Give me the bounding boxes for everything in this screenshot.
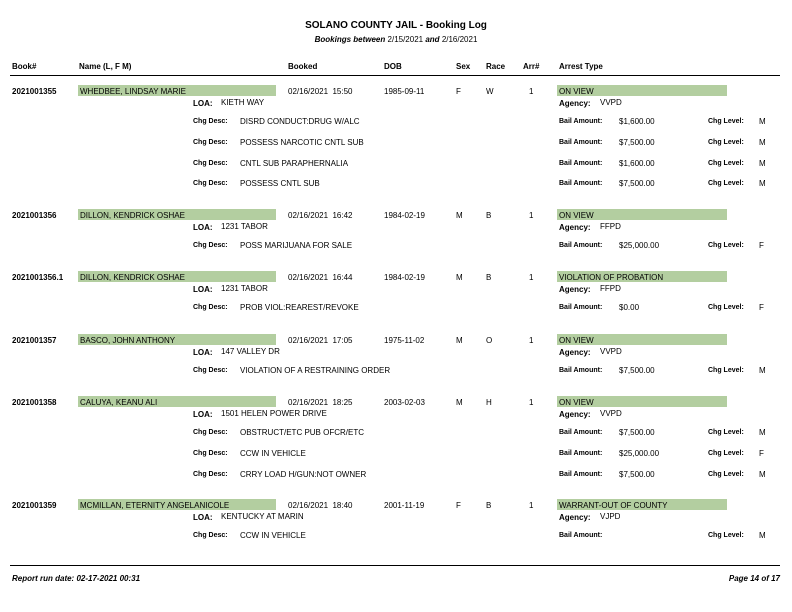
bail-amount: $7,500.00 (619, 428, 655, 437)
agency-value: VVPD (600, 347, 622, 356)
agency-label: Agency: (559, 348, 591, 357)
date-of-birth: 1984-02-19 (384, 211, 425, 220)
charge-description: CCW IN VEHICLE (240, 448, 306, 458)
charge-level: M (759, 531, 766, 540)
subtitle-and: and (425, 35, 440, 44)
charge-level: M (759, 117, 766, 126)
col-header-booked: Booked (288, 62, 318, 71)
charge-level: M (759, 137, 766, 147)
chg-level-label: Chg Level: (708, 470, 744, 478)
bail-amount: $25,000.00 (619, 241, 660, 250)
sex-value: M (456, 336, 463, 345)
chg-desc-label: Chg Desc: (193, 118, 228, 125)
booked-datetime: 02/16/2021 15:50 (288, 87, 353, 96)
race-value: O (486, 336, 493, 345)
book-number: 2021001356 (12, 211, 57, 220)
footer-rule (10, 565, 780, 566)
agency-value: FFPD (600, 284, 621, 293)
race-value: H (486, 398, 492, 407)
bail-amount-label: Bail Amount: (559, 470, 603, 478)
arrest-number: 1 (529, 87, 534, 96)
loa-label: LOA: (193, 223, 213, 232)
loa-value: 1231 TABOR (221, 222, 268, 231)
charge-level: F (759, 303, 764, 312)
charge-description: CCW IN VEHICLE (240, 531, 306, 540)
bail-amount-label: Bail Amount: (559, 532, 603, 539)
chg-level-label: Chg Level: (708, 367, 744, 374)
arrest-number: 1 (529, 211, 534, 220)
charge-level: F (759, 241, 764, 250)
arrest-number: 1 (529, 398, 534, 407)
chg-level-label: Chg Level: (708, 138, 744, 146)
chg-desc-label: Chg Desc: (193, 180, 228, 188)
chg-level-label: Chg Level: (708, 304, 744, 311)
date-of-birth: 2003-02-03 (384, 398, 425, 407)
charge-level: M (759, 366, 766, 375)
arrest-number: 1 (529, 336, 534, 345)
subtitle-prefix: Bookings between (314, 35, 386, 44)
charge-description: VIOLATION OF A RESTRAINING ORDER (240, 366, 391, 375)
book-number: 2021001358 (12, 398, 57, 407)
date-of-birth: 1984-02-19 (384, 273, 425, 282)
bail-amount-label: Bail Amount: (559, 159, 603, 167)
chg-desc-label: Chg Desc: (193, 449, 228, 457)
bail-amount: $7,500.00 (619, 366, 655, 375)
loa-value: 147 VALLEY DR (221, 347, 280, 356)
charge-level: M (759, 469, 766, 479)
bail-amount-label: Bail Amount: (559, 449, 603, 457)
charge-description: DISRD CONDUCT:DRUG W/ALC (240, 117, 360, 126)
inmate-name: DILLON, KENDRICK OSHAE (80, 273, 185, 282)
chg-desc-label: Chg Desc: (193, 138, 228, 146)
bail-amount: $25,000.00 (619, 448, 660, 458)
date-from: 2/15/2021 (387, 35, 424, 44)
sex-value: M (456, 273, 463, 282)
booked-datetime: 02/16/2021 18:25 (288, 398, 353, 407)
report-title: SOLANO COUNTY JAIL - Booking Log (305, 20, 487, 31)
loa-label: LOA: (193, 410, 213, 419)
col-header-race: Race (486, 62, 506, 71)
book-number: 2021001355 (12, 87, 57, 96)
booked-datetime: 02/16/2021 16:44 (288, 273, 353, 282)
charge-description: POSSESS CNTL SUB (240, 179, 320, 189)
charge-description: OBSTRUCT/ETC PUB OFCR/ETC (240, 428, 365, 437)
booked-datetime: 02/16/2021 18:40 (288, 501, 353, 510)
col-header-arr: Arr# (523, 62, 540, 71)
agency-value: VJPD (600, 512, 621, 521)
inmate-name: CALUYA, KEANU ALI (80, 398, 158, 407)
col-header-name: Name (L, F M) (79, 62, 132, 71)
inmate-name: BASCO, JOHN ANTHONY (80, 336, 176, 345)
sex-value: F (456, 501, 461, 510)
race-value: B (486, 273, 492, 282)
chg-level-label: Chg Level: (708, 180, 744, 188)
arrest-type: ON VIEW (559, 87, 594, 96)
race-value: W (486, 87, 494, 96)
bail-amount: $1,600.00 (619, 158, 655, 168)
race-value: B (486, 211, 492, 220)
bail-amount: $7,500.00 (619, 179, 655, 189)
chg-level-label: Chg Level: (708, 159, 744, 167)
arrest-number: 1 (529, 273, 534, 282)
bail-amount: $7,500.00 (619, 137, 655, 147)
chg-desc-label: Chg Desc: (193, 367, 228, 374)
arrest-type: ON VIEW (559, 211, 594, 220)
inmate-name: WHEDBEE, LINDSAY MARIE (80, 87, 186, 96)
booked-datetime: 02/16/2021 17:05 (288, 336, 353, 345)
inmate-name: DILLON, KENDRICK OSHAE (80, 211, 185, 220)
inmate-name: MCMILLAN, ETERNITY ANGELANICOLE (80, 501, 230, 510)
charge-level: M (759, 158, 766, 168)
book-number: 2021001356.1 (12, 273, 64, 282)
race-value: B (486, 501, 492, 510)
arrest-type: WARRANT-OUT OF COUNTY (559, 501, 668, 510)
bail-amount-label: Bail Amount: (559, 429, 603, 436)
bail-amount: $0.00 (619, 303, 640, 312)
col-header-sex: Sex (456, 62, 471, 71)
chg-level-label: Chg Level: (708, 118, 744, 125)
agency-label: Agency: (559, 99, 591, 108)
agency-label: Agency: (559, 410, 591, 419)
date-of-birth: 2001-11-19 (384, 501, 425, 510)
col-header-arrest-type: Arrest Type (559, 62, 603, 71)
report-run-date: Report run date: 02-17-2021 00:31 (12, 574, 141, 583)
charge-level: M (759, 179, 766, 189)
loa-value: KIETH WAY (221, 98, 265, 107)
charge-description: POSSESS NARCOTIC CNTL SUB (240, 137, 364, 147)
agency-value: VVPD (600, 98, 622, 107)
arrest-type: ON VIEW (559, 336, 594, 345)
charge-description: CRRY LOAD H/GUN:NOT OWNER (240, 469, 367, 479)
book-number: 2021001359 (12, 501, 57, 510)
chg-desc-label: Chg Desc: (193, 159, 228, 167)
loa-value: 1501 HELEN POWER DRIVE (221, 409, 327, 418)
header-rule (10, 75, 780, 76)
bail-amount-label: Bail Amount: (559, 138, 603, 146)
charge-level: F (759, 448, 764, 458)
bail-amount-label: Bail Amount: (559, 242, 603, 249)
loa-label: LOA: (193, 285, 213, 294)
loa-label: LOA: (193, 513, 213, 522)
agency-label: Agency: (559, 513, 591, 522)
chg-desc-label: Chg Desc: (193, 429, 228, 436)
chg-level-label: Chg Level: (708, 449, 744, 457)
date-of-birth: 1975-11-02 (384, 336, 425, 345)
col-header-dob: DOB (384, 62, 402, 71)
page-number: Page 14 of 17 (728, 574, 780, 583)
chg-level-label: Chg Level: (708, 429, 744, 436)
charge-description: POSS MARIJUANA FOR SALE (240, 241, 353, 250)
bail-amount: $1,600.00 (619, 117, 655, 126)
sex-value: M (456, 211, 463, 220)
charge-description: CNTL SUB PARAPHERNALIA (240, 158, 349, 168)
bail-amount-label: Bail Amount: (559, 304, 603, 311)
loa-value: KENTUCKY AT MARIN (221, 512, 304, 521)
agency-value: FFPD (600, 222, 621, 231)
loa-value: 1231 TABOR (221, 284, 268, 293)
loa-label: LOA: (193, 99, 213, 108)
arrest-type: VIOLATION OF PROBATION (559, 273, 664, 282)
chg-desc-label: Chg Desc: (193, 304, 228, 311)
chg-desc-label: Chg Desc: (193, 242, 228, 249)
chg-desc-label: Chg Desc: (193, 532, 228, 539)
date-of-birth: 1985-09-11 (384, 87, 425, 96)
bail-amount-label: Bail Amount: (559, 180, 603, 188)
charge-description: PROB VIOL:REAREST/REVOKE (240, 303, 359, 312)
loa-label: LOA: (193, 348, 213, 357)
agency-label: Agency: (559, 285, 591, 294)
report-subtitle (0, 35, 792, 44)
arrest-number: 1 (529, 501, 534, 510)
date-to: 2/16/2021 (441, 35, 478, 44)
chg-level-label: Chg Level: (708, 532, 744, 539)
agency-value: VVPD (600, 409, 622, 418)
col-header-book: Book# (12, 62, 37, 71)
bail-amount: $7,500.00 (619, 469, 655, 479)
agency-label: Agency: (559, 223, 591, 232)
chg-level-label: Chg Level: (708, 242, 744, 249)
bail-amount-label: Bail Amount: (559, 118, 603, 125)
bail-amount-label: Bail Amount: (559, 367, 603, 374)
charge-level: M (759, 428, 766, 437)
arrest-type: ON VIEW (559, 398, 594, 407)
chg-desc-label: Chg Desc: (193, 470, 228, 478)
booked-datetime: 02/16/2021 16:42 (288, 211, 353, 220)
book-number: 2021001357 (12, 336, 57, 345)
sex-value: M (456, 398, 463, 407)
sex-value: F (456, 87, 461, 96)
